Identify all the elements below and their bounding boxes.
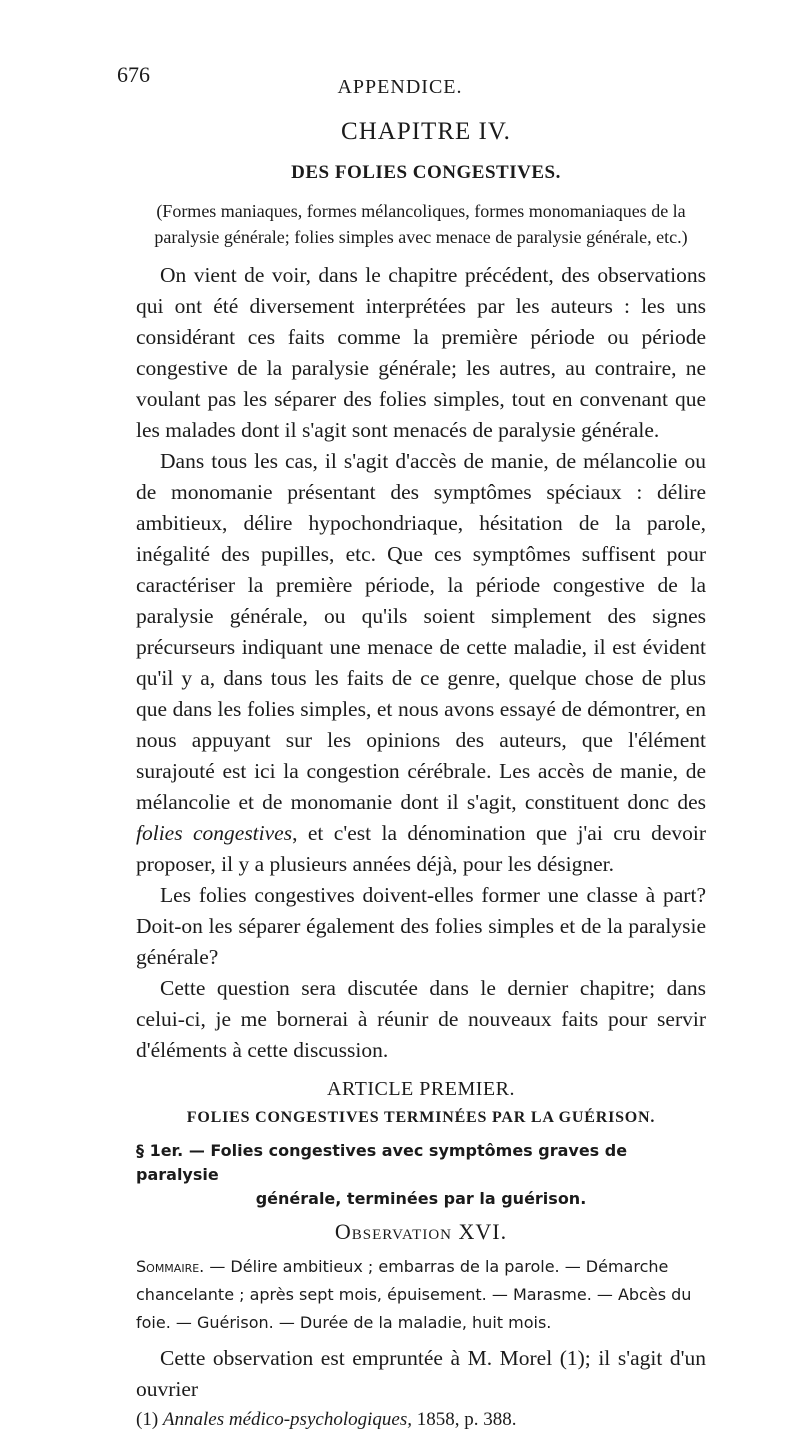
chapter-subtitle: DES FOLIES CONGESTIVES. xyxy=(291,162,561,183)
observation-intro: Cette observation est empruntée à M. Morel (1); il s'agit d'un ouvrier xyxy=(136,1346,706,1401)
footnote-details: 1858, p. 388. xyxy=(411,1409,517,1430)
paragraph-intro: On vient de voir, dans le chapitre précédent, des observations qui ont été diversement interprétées par les auteurs : les uns considérant ces faits comme la première période ou période congestive de la paralysie générale; les autres, au contraire, ne voulant pas les séparer des folies simples, tout en convenant que les malades dont il s'agit sont menacés de paralysie générale. xyxy=(136,263,706,442)
summary-lead: Sommaire. xyxy=(136,1257,205,1276)
observation-title: Observation XVI. xyxy=(334,1219,508,1244)
observation-summary xyxy=(136,1253,706,1337)
running-head: APPENDICE. xyxy=(337,76,463,98)
paragraph-symptoms-text: Dans tous les cas, il s'agit d'accès de manie, de mélancolie ou de monomanie présentant des symptômes spéciaux : délire ambitieux, délire hypochondriaque, hésitation de la parole, inégalité des pupilles, etc. Que ces symptômes suffisent pour caractériser la première période, la période congestive de la paralysie générale, ou qu'ils soient simplement des signes précurseurs indiquant une menace de cette maladie, il est évident qu'il y a, dans tous les faits de ce genre, quelque chose de plus que dans les folies simples, et nous avons essayé de démontrer, en nous appuyant sur les opinions des auteurs, que l'élément surajouté est ici la congestion cérébrale. Les accès de manie, de mélancolie et de monomanie dont il s'agit, constituent donc des xyxy=(136,449,706,814)
page-content xyxy=(136,118,706,1431)
page-number: 676 xyxy=(117,62,150,87)
section-heading-line2: générale, terminées par la guérison. xyxy=(255,1189,587,1208)
paragraph-symptoms-tail: , et c'est la dénomination que j'ai cru devoir proposer, il y a plusieurs années déjà, pour les désigner. xyxy=(136,821,706,876)
chapter-title: CHAPITRE IV. xyxy=(341,118,511,145)
section-mark: § 1er. xyxy=(136,1141,184,1160)
paragraph-symptoms-italic: folies congestives xyxy=(136,821,293,845)
article-title: ARTICLE PREMIER. xyxy=(327,1078,515,1100)
article-subtitle: FOLIES CONGESTIVES TERMINÉES PAR LA GUÉRISON. xyxy=(186,1109,656,1126)
footnote-number: (1) xyxy=(136,1409,159,1430)
paragraph-discussion: Cette question sera discutée dans le dernier chapitre; dans celui-ci, je me bornerai à réunir de nouveaux faits pour servir d'éléments à cette discussion. xyxy=(136,976,706,1062)
summary-text: — Délire ambitieux ; embarras de la parole. — Démarche chancelante ; après sept mois, épuisement. — Marasme. — Abcès du foie. — Guérison. — Durée de la maladie, huit mois. xyxy=(136,1257,692,1332)
section-heading xyxy=(136,1139,706,1211)
section-heading-line1: — Folies congestives avec symptômes graves de paralysie xyxy=(136,1141,628,1184)
footnote-source: Annales médico-psychologiques, xyxy=(162,1409,412,1430)
paragraph-symptoms xyxy=(136,446,706,880)
chapter-summary: (Formes maniaques, formes mélancoliques, formes monomaniaques de la paralysie générale; folies simples avec menace de paralysie générale, etc.) xyxy=(154,201,688,247)
paragraph-question: Les folies congestives doivent-elles former une classe à part? Doit-on les séparer également des folies simples et de la paralysie générale? xyxy=(136,883,706,969)
footnote xyxy=(136,1409,706,1431)
page-header xyxy=(0,62,800,102)
